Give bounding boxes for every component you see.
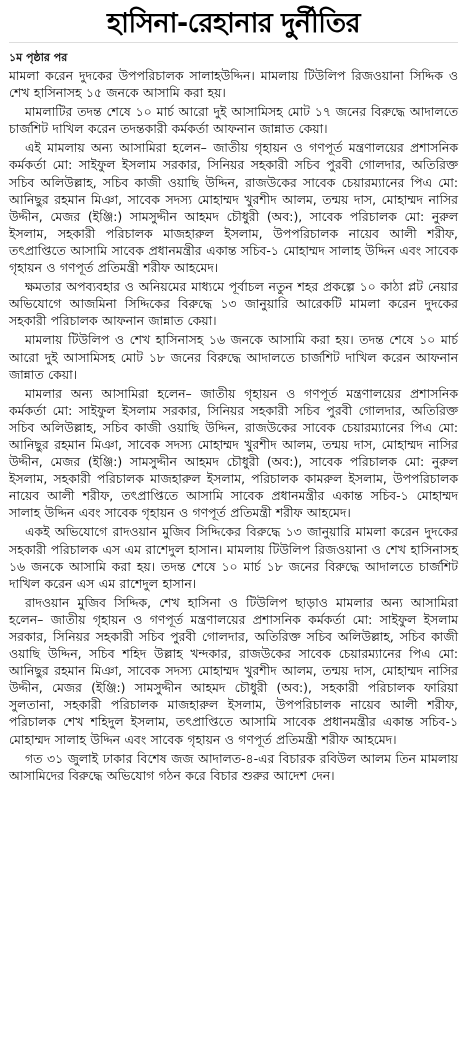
article-paragraph: এই মামলায় অন্য আসামিরা হলেন– জাতীয় গৃহায়ন ও গণপূর্ত মন্ত্রণালয়ের প্রশাসনিক কর্মকর্তা মো: সাইফুল ইসলাম সরকার, সিনিয়র সহকারী সচিব পুরবী গোলদার, অতিরিক্ত সচিব অলিউল্লাহ, সচিব কাজী ওয়াছি উদ্দিন, রাজউকের সাবেক চেয়ারম্যানের পিএ মো: আনিছুর রহমান মিঞা, সাবেক সদস্য মোহাম্মদ খুরশীদ আলম, তন্ময় দাস, মোহাম্মদ নাসির উদ্দীন, মেজর (ইঞ্জি:) সামসুদ্দীন আহমদ চৌধুরী (অব:), সাবেক পরিচালক মো: নুরুল ইসলাম, সহকারী পরিচালক মাজহারুল ইসলাম, উপপরিচালক নায়েব আলী শরীফ, তৎপ্রাপ্তিতে আসামি সাবেক প্রধানমন্ত্রীর একান্ত সচিব-১ মোহাম্মদ সালাহ উদ্দিন এবং সাবেক গৃহায়ন ও গণপূর্ত প্রতিমন্ত্রী শরীফ আহমেদ। <box>9 140 458 276</box>
article-headline: হাসিনা-রেহানার দুর্নীতির <box>9 6 458 43</box>
article-paragraph: রাদওয়ান মুজিব সিদ্দিক, শেখ হাসিনা ও টিউলিপ ছাড়াও মামলার অন্য আসামিরা হলেন– জাতীয় গৃহায়ন ও গণপূর্ত মন্ত্রণালয়ের প্রশাসনিক কর্মকর্তা মো: সাইফুল ইসলাম সরকার, সিনিয়র সহকারী সচিব পুরবী গোলদার, অতিরিক্ত সচিব অলিউল্লাহ, সচিব কাজী ওয়াছি উদ্দিন, সচিব শহিদ উল্লাহ খন্দকার, রাজউকের সাবেক চেয়ারম্যানের পিএ মো: আনিছুর রহমান মিঞা, সাবেক সদস্য মোহাম্মদ খুরশীদ আলম, তন্ময় দাস, মোহাম্মদ নাসির উদ্দীন, মেজর (ইঞ্জি:) সামসুদ্দীন আহমদ চৌধুরী (অব:), সহকারী পরিচালক ফারিয়া সুলতানা, সহকারী পরিচালক মাজহারুল ইসলাম, উপপরিচালক নায়েব আলী শরীফ, পরিচালক শেখ শহিদুল ইসলাম, তৎপ্রাপ্তিতে আসামি সাবেক প্রধানমন্ত্রীর একান্ত সচিব-১ মোহাম্মদ সালাহ উদ্দিন এবং সাবেক গৃহায়ন ও গণপূর্ত প্রতিমন্ত্রী শরীফ আহমেদ। <box>9 594 458 747</box>
article-paragraph: মামলা করেন দুদকের উপপরিচালক সালাহউদ্দিন। মামলায় টিউলিপ রিজওয়ানা সিদ্দিক ও শেখ হাসিনাসহ ১৫ জনকে আসামি করা হয়। <box>9 68 458 101</box>
article-paragraph: ক্ষমতার অপব্যবহার ও অনিয়মের মাধ্যমে পূর্বাচল নতুন শহর প্রকল্পে ১০ কাঠা প্লট নেয়ার অভিযোগে আজমিনা সিদ্দিকের বিরুদ্ধে ১৩ জানুয়ারি আরেকটি মামলা করেন দুদকের সহকারী পরিচালক আফনান জান্নাত কেয়া। <box>9 279 458 329</box>
continued-from-label: ১ম পৃষ্ঠার পর <box>9 51 68 64</box>
article-paragraph: মামলাটির তদন্ত শেষে ১০ মার্চ আরো দুই আসামিসহ মোট ১৭ জনের বিরুদ্ধে আদালতে চার্জশিট দাখিল করেন তদন্তকারী কর্মকর্তা আফনান জান্নাত কেয়া। <box>9 104 458 137</box>
article-paragraph: একই অভিযোগে রাদওয়ান মুজিব সিদ্দিকের বিরুদ্ধে ১৩ জানুয়ারি মামলা করেন দুদকের সহকারী পরিচালক এস এম রাশেদুল হাসান। মামলায় টিউলিপ রিজওয়ানা ও শেখ হাসিনাসহ ১৬ জনকে আসামি করা হয়। তদন্ত শেষে ১০ মার্চ ১৮ জনের বিরুদ্ধে আদালতে চার্জশিট দাখিল করেন এস এম রাশেদুল হাসান। <box>9 524 458 591</box>
article-paragraph: মামলার অন্য আসামিরা হলেন– জাতীয় গৃহায়ন ও গণপূর্ত মন্ত্রণালয়ের প্রশাসনিক কর্মকর্তা মো: সাইফুল ইসলাম সরকার, সিনিয়র সহকারী সচিব পুরবী গোলদার, অতিরিক্ত সচিব অলিউল্লাহ, সচিব কাজী ওয়াছি উদ্দিন, রাজউকের সাবেক চেয়ারম্যানের পিএ মো: আনিছুর রহমান মিঞা, সাবেক সদস্য মোহাম্মদ খুরশীদ আলম, তন্ময় দাস, মোহাম্মদ নাসির উদ্দীন, মেজর (ইঞ্জি:) সামসুদ্দীন আহমদ চৌধুরী (অব:), সাবেক পরিচালক মো: নুরুল ইসলাম, সহকারী পরিচালক মাজহারুল ইসলাম, পরিচালক কামরুল ইসলাম, উপপরিচালক নায়েব আলী শরীফ, তৎপ্রাপ্তিতে আসামি সাবেক প্রধানমন্ত্রীর একান্ত সচিব-১ মোহাম্মদ সালাহ উদ্দিন এবং সাবেক গৃহায়ন ও গণপূর্ত প্রতিমন্ত্রী শরীফ আহমেদ। <box>9 385 458 521</box>
article-paragraph: গত ৩১ জুলাই ঢাকার বিশেষ জজ আদালত-৪-এর বিচারক রবিউল আলম তিন মামলায় আসামিদের বিরুদ্ধে অভিযোগ গঠন করে বিচার শুরুর আদেশ দেন। <box>9 750 458 783</box>
article-paragraph: মামলায় টিউলিপ ও শেখ হাসিনাসহ ১৬ জনকে আসামি করা হয়। তদন্ত শেষে ১০ মার্চ আরো দুই আসামিসহ মোট ১৮ জনের বিরুদ্ধে আদালতে চার্জশিট দাখিল করেন আফনান জান্নাত কেয়া। <box>9 332 458 382</box>
